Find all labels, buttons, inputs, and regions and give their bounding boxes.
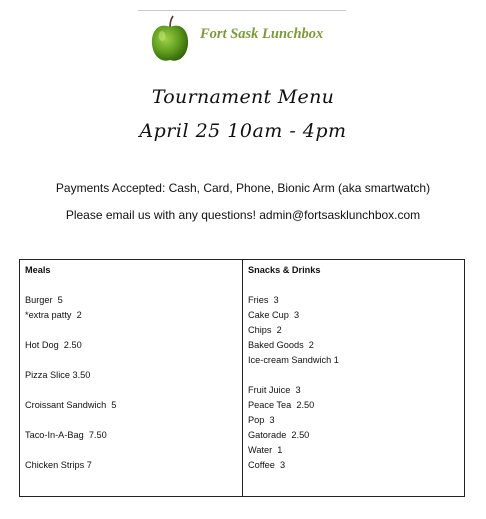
- snack-item-cake-cup: Cake Cup 3: [248, 310, 300, 320]
- snacks-drinks-heading: Snacks & Drinks: [248, 265, 321, 275]
- snack-item-ice-cream-sandwich: Ice-cream Sandwich 1: [248, 355, 339, 365]
- drink-item-water: Water 1: [248, 445, 283, 455]
- logo: [138, 10, 346, 66]
- meal-item-burger: Burger 5: [25, 295, 63, 305]
- meal-item-pizza-slice: Pizza Slice 3.50: [25, 370, 91, 380]
- menu-table: [19, 259, 465, 497]
- menu-title: Tournament Menu: [151, 86, 335, 108]
- contact-line: Please email us with any questions! admin@fortsasklunchbox.com: [65, 208, 421, 222]
- meals-heading: Meals: [25, 265, 51, 275]
- snack-item-chips: Chips 2: [248, 325, 282, 335]
- event-date-time: April 25 10am - 4pm: [139, 120, 347, 142]
- green-apple-icon: [150, 14, 190, 64]
- snacks-drinks-column: [243, 260, 464, 496]
- meal-item-hot-dog: Hot Dog 2.50: [25, 340, 82, 350]
- drink-item-peace-tea: Peace Tea 2.50: [248, 400, 315, 410]
- meal-item-extra-patty: *extra patty 2: [25, 310, 82, 320]
- meal-item-croissant-sandwich: Croissant Sandwich 5: [25, 400, 117, 410]
- drink-item-fruit-juice: Fruit Juice 3: [248, 385, 301, 395]
- snack-item-fries: Fries 3: [248, 295, 279, 305]
- snack-item-baked-goods: Baked Goods 2: [248, 340, 314, 350]
- drink-item-coffee: Coffee 3: [248, 460, 286, 470]
- meal-item-taco-in-a-bag: Taco-In-A-Bag 7.50: [25, 430, 107, 440]
- payments-line: Payments Accepted: Cash, Card, Phone, Bionic Arm (aka smartwatch): [55, 181, 431, 195]
- logo-text: Fort Sask Lunchbox: [200, 26, 324, 42]
- drink-item-pop: Pop 3: [248, 415, 275, 425]
- drink-item-gatorade: Gatorade 2.50: [248, 430, 310, 440]
- meal-item-chicken-strips: Chicken Strips 7: [25, 460, 92, 470]
- meals-column: [20, 260, 243, 496]
- logo-divider: [138, 10, 346, 11]
